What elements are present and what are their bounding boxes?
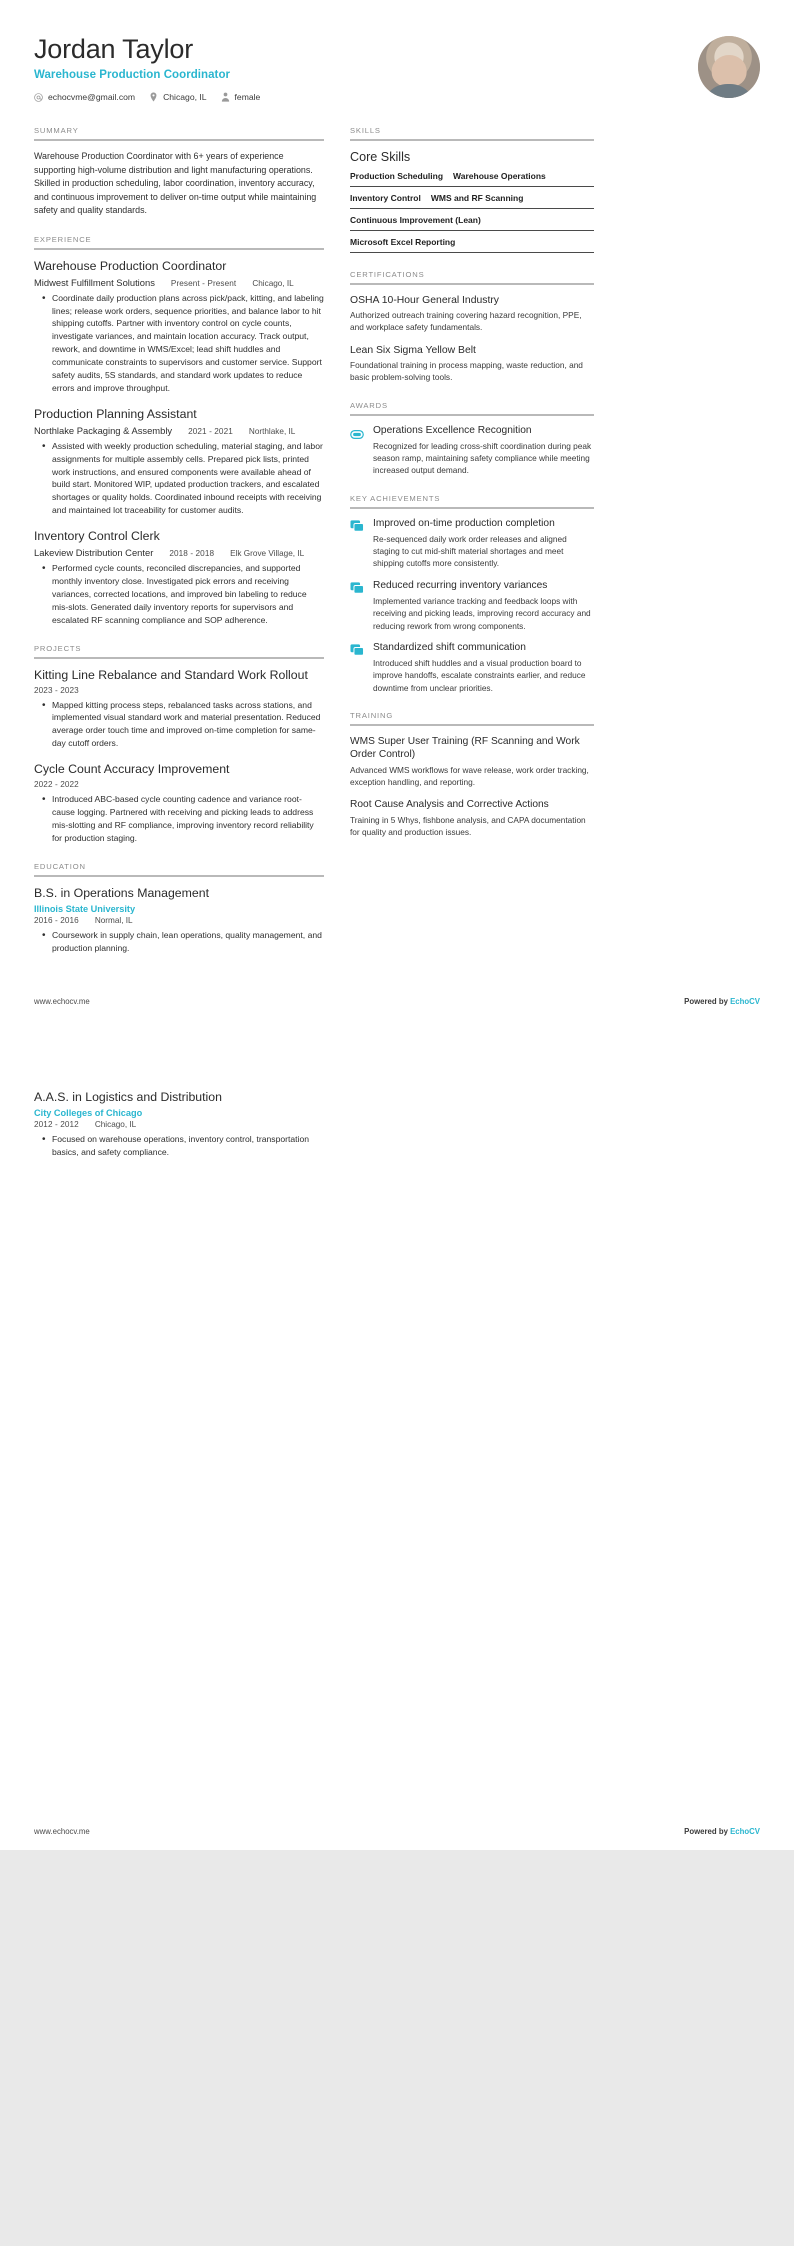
project-bullets <box>34 699 324 751</box>
list-item: • Focused on warehouse operations, inventory control, transportation basics, and safety compliance. <box>45 1133 324 1159</box>
footer-brand-name: EchoCV <box>730 1827 760 1837</box>
avatar <box>698 36 760 98</box>
list-item: • Mapped kitting process steps, rebalanced tasks across stations, and implemented visual standard work and material presentation. Reduced average order touch time and improved on-time completion for same-day cutoff orders. <box>45 699 324 751</box>
experience-date: 2018 - 2018 <box>169 549 215 559</box>
education-date: 2016 - 2016 <box>34 915 79 925</box>
project-title: Cycle Count Accuracy Improvement <box>34 762 230 777</box>
award-item <box>350 425 594 477</box>
training-name: Root Cause Analysis and Corrective Actions <box>350 799 549 811</box>
chat-bubble-icon <box>350 580 365 600</box>
contact-location-text: Chicago, IL <box>163 92 207 103</box>
left-column <box>34 126 324 971</box>
education-degree: A.A.S. in Logistics and Distribution <box>34 1090 222 1105</box>
summary-rule <box>34 139 324 141</box>
experience-bullets <box>34 292 324 395</box>
candidate-name: Jordan Taylor <box>34 34 193 64</box>
list-item: • Coordinate daily production plans across pick/pack, kitting, and labeling lines; release work orders, sequence priorities, and balance labor to hit shipping cutoffs. Partner with inventory control on cycle counts, investigate variances, and maintain location accuracy. Track output, rework, and downtime in WMS/Excel; lead shift huddles and communicate constraints to supervisors and customer service. Support safety audits, 5S standards, and standard work updates to reduce errors and improve throughput. <box>45 292 324 395</box>
contact-location <box>149 92 206 102</box>
awards-rule <box>350 414 594 416</box>
projects-rule <box>34 657 324 659</box>
project-bullets <box>34 793 324 845</box>
contact-email[interactable] <box>34 92 135 102</box>
experience-meta <box>34 547 324 558</box>
training-item <box>350 798 594 838</box>
header-text-block <box>34 34 698 102</box>
project-meta <box>34 686 324 695</box>
skill-chip: Microsoft Excel Reporting <box>350 237 456 248</box>
achievement-name: Reduced recurring inventory variances <box>373 579 548 591</box>
certifications-label: CERTIFICATIONS <box>350 270 425 280</box>
section-projects <box>34 644 324 845</box>
footer-url[interactable]: www.echocv.me <box>34 1827 90 1837</box>
skill-row <box>350 237 594 253</box>
contact-gender-text: female <box>234 92 261 103</box>
project-date: 2022 - 2022 <box>34 780 79 790</box>
key-achievements-rule <box>350 507 594 509</box>
summary-text: Warehouse Production Coordinator with 6+ years of experience supporting high-volume distribution and light manufacturing operations. Skilled in production scheduling, labor coordination, inventory accuracy, and continuous improvement to deliver on-time output while maintaining safety and quality standards. <box>34 151 317 216</box>
award-body <box>373 425 594 477</box>
left-column-page2 <box>34 1090 324 1162</box>
footer-url[interactable]: www.echocv.me <box>34 997 90 1007</box>
skill-chip: WMS and RF Scanning <box>430 193 524 204</box>
experience-org: Northlake Packaging & Assembly <box>34 424 173 436</box>
achievement-item <box>350 580 594 632</box>
experience-title: Production Planning Assistant <box>34 406 197 421</box>
section-skills <box>350 126 594 253</box>
certification-desc: Authorized outreach training covering hazard recognition, PPE, and workplace safety fundamentals. <box>350 310 582 333</box>
training-rule <box>350 724 594 726</box>
skills-grid <box>350 171 594 253</box>
experience-rule <box>34 248 324 250</box>
certification-name: Lean Six Sigma Yellow Belt <box>350 344 476 356</box>
footer-brand <box>684 997 760 1006</box>
footer-powered-prefix: Powered by <box>684 1827 731 1837</box>
chat-bubble-icon <box>350 518 365 538</box>
experience-item <box>34 407 324 517</box>
achievement-name: Standardized shift communication <box>373 641 526 653</box>
list-item: • Introduced ABC-based cycle counting cadence and variance root-cause logging. Partnered with receiving and picking leads to address mis-slotting and RF compliance, improving inventory record reliability for production staging. <box>45 793 324 845</box>
education-bullets <box>34 929 324 955</box>
resume-page-1 <box>0 0 794 1060</box>
skill-chip: Continuous Improvement (Lean) <box>350 215 481 226</box>
experience-org: Lakeview Distribution Center <box>34 547 154 559</box>
list-item: • Performed cycle counts, reconciled discrepancies, and supported monthly inventory close. Investigated pick errors and receiving variances, corrected locations, and improved bin labeling to reduce mis-slots. Generated daily inventory reports for supervisors and escalated RF scanning compliance and SOP adherence. <box>45 562 324 626</box>
achievement-desc: Introduced shift huddles and a visual production board to improve handoffs, escalate constraints earlier, and reduce downtime from unclear priorities. <box>373 657 586 693</box>
footer-brand <box>684 1827 760 1836</box>
education-school: Illinois State University <box>34 903 136 914</box>
education-location: Normal, IL <box>94 915 133 925</box>
training-name: WMS Super User Training (RF Scanning and Work Order Control) <box>350 736 580 761</box>
education-degree: B.S. in Operations Management <box>34 885 209 900</box>
skill-row <box>350 193 594 209</box>
experience-meta <box>34 277 324 288</box>
education-meta <box>34 916 324 925</box>
person-icon <box>221 92 230 102</box>
list-item: • Assisted with weekly production scheduling, material staging, and labor assignments for multiple assembly cells. Prepared pick lists, printed work instructions, and ensured components were available ahead of build start. Monitored WIP, updated production trackers, and escalated shortages or quality holds. Coordinated inbound receipts with receiving and maintained lot traceability for customer audits. <box>45 440 324 517</box>
experience-item <box>34 529 324 626</box>
section-awards <box>350 401 594 477</box>
skills-group-title: Core Skills <box>350 150 411 165</box>
experience-location: Elk Grove Village, IL <box>230 549 305 559</box>
email-icon <box>34 93 43 102</box>
resume-columns <box>34 126 760 971</box>
project-item <box>34 762 324 845</box>
achievement-item <box>350 518 594 570</box>
achievement-desc: Re-sequenced daily work order releases and aligned staging to cut mid-shift material shortages and meet shipping cutoffs more consistently. <box>373 533 567 569</box>
awards-label: AWARDS <box>350 400 388 410</box>
footer-powered-prefix: Powered by <box>684 997 731 1007</box>
education-item <box>34 1090 324 1159</box>
experience-item <box>34 259 324 395</box>
award-name: Operations Excellence Recognition <box>373 424 532 436</box>
training-label: TRAINING <box>350 711 394 721</box>
footer-brand-name: EchoCV <box>730 997 760 1007</box>
achievement-body <box>373 642 594 694</box>
section-key-achievements <box>350 494 594 694</box>
project-title: Kitting Line Rebalance and Standard Work Rollout <box>34 667 308 682</box>
award-badge-icon <box>350 425 365 445</box>
project-item <box>34 668 324 751</box>
experience-location: Northlake, IL <box>248 426 296 436</box>
chat-bubble-icon <box>350 642 365 662</box>
contact-gender <box>221 92 261 102</box>
certification-item <box>350 344 594 384</box>
education-location: Chicago, IL <box>94 1120 137 1130</box>
education-school: City Colleges of Chicago <box>34 1108 143 1119</box>
education-label: EDUCATION <box>34 861 86 871</box>
project-date: 2023 - 2023 <box>34 685 79 695</box>
section-summary <box>34 126 324 218</box>
skill-row <box>350 171 594 187</box>
section-certifications <box>350 270 594 384</box>
experience-meta <box>34 425 324 436</box>
skill-row <box>350 215 594 231</box>
experience-label: EXPERIENCE <box>34 234 92 244</box>
section-education <box>34 862 324 955</box>
projects-label: PROJECTS <box>34 643 82 653</box>
contact-email-text: echocvme@gmail.com <box>48 92 136 103</box>
certifications-rule <box>350 283 594 285</box>
skill-chip: Warehouse Operations <box>453 171 546 182</box>
experience-bullets <box>34 562 324 626</box>
award-desc: Recognized for leading cross-shift coordination during peak season ramp, maintaining safety compliance while meeting increased output demand. <box>373 440 592 476</box>
experience-title: Inventory Control Clerk <box>34 529 160 544</box>
project-meta <box>34 780 324 789</box>
achievement-desc: Implemented variance tracking and feedback loops with receiving and picking leads, improving record accuracy and reducing rework from wrong components. <box>373 595 591 631</box>
experience-bullets <box>34 440 324 517</box>
summary-label: SUMMARY <box>34 126 79 136</box>
certification-desc: Foundational training in process mapping, waste reduction, and basic problem-solving tools. <box>350 359 583 383</box>
training-desc: Training in 5 Whys, fishbone analysis, and CAPA documentation for quality and production issues. <box>350 814 586 838</box>
resume-page-2 <box>0 1060 794 1850</box>
skills-label: SKILLS <box>350 126 381 136</box>
experience-org: Midwest Fulfillment Solutions <box>34 276 155 288</box>
education-meta <box>34 1120 324 1129</box>
list-item: • Coursework in supply chain, lean operations, quality management, and production planning. <box>45 929 324 955</box>
key-achievements-label: KEY ACHIEVEMENTS <box>350 493 441 503</box>
contact-list <box>34 92 698 102</box>
page-footer <box>0 1827 794 1836</box>
resume-header <box>34 34 760 102</box>
skills-rule <box>350 139 594 141</box>
education-rule <box>34 875 324 877</box>
achievement-item <box>350 642 594 694</box>
resume-columns-page2 <box>34 1090 760 1162</box>
experience-location: Chicago, IL <box>252 278 294 288</box>
training-item <box>350 735 594 788</box>
education-item <box>34 886 324 955</box>
right-column <box>350 126 594 856</box>
page-footer <box>34 971 760 1020</box>
education-bullets <box>34 1133 324 1159</box>
achievement-name: Improved on-time production completion <box>373 517 555 529</box>
certification-item <box>350 294 594 334</box>
certification-name: OSHA 10-Hour General Industry <box>350 295 499 307</box>
achievement-body <box>373 518 594 570</box>
avatar-face <box>712 55 747 87</box>
candidate-role: Warehouse Production Coordinator <box>34 69 231 82</box>
location-pin-icon <box>149 92 158 102</box>
training-desc: Advanced WMS workflows for wave release, work order tracking, exception handling, and reporting. <box>350 764 589 787</box>
experience-date: Present - Present <box>170 278 237 288</box>
education-date: 2012 - 2012 <box>34 1120 79 1130</box>
section-experience <box>34 235 324 627</box>
experience-title: Warehouse Production Coordinator <box>34 258 227 273</box>
skill-chip: Production Scheduling <box>350 171 444 182</box>
achievement-body <box>373 580 594 632</box>
experience-date: 2021 - 2021 <box>188 426 233 436</box>
skill-chip: Inventory Control <box>350 193 421 204</box>
section-training <box>350 711 594 839</box>
